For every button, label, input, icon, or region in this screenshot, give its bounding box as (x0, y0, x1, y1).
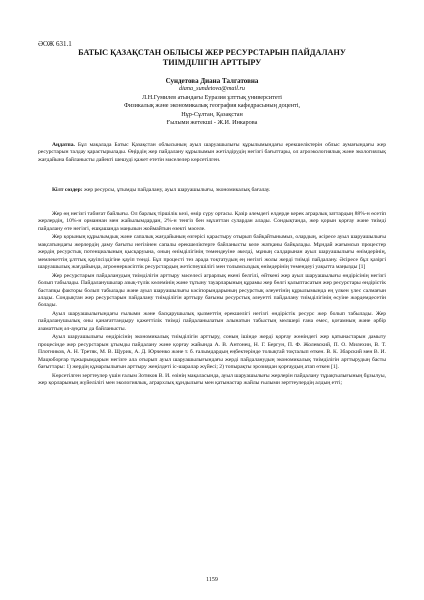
page-number: 1159 (206, 577, 218, 583)
abstract (38, 142, 386, 164)
affiliation-line: Л.Н.Гумилев атындағы Еуразия ұлттық университеті (141, 93, 283, 101)
udc-code: ӘОЖ 631.1 (38, 40, 72, 48)
paragraph: Жер ресурстарын пайдаланудың тиімділігін арттыру мәселесі аграрлық екені белгілі, өйткені жер ауыл шаруашылығы өндірісінің негізгі болып табылады. Пайдаланушылар азық-түлік көлемінің және тұтыну тауарларының құрамы жер бөлгі қалыптасатын жер ресурстары өндірістік бастапқы факторы болып табылады және ауыл шаруашылығы кәсіпорындарының ресурстық әлеуетінің құрылымында ең үлкен үлес салмағын алады. Сондықтан жер ресурстарын пайдалану тиімділігін арттыру бағыны ресурстық әлеуетті пайдалану тиімділігінің өсуіне жәрдемдесетін болады. (38, 272, 386, 309)
paragraph: Көрсетілген зерттеулер үшін ғалым Зотиков В. И. өзінің мақаласында, ауыл шаруашылығы жерлерін пайдалану тұрақтылығының бұзылуы, жер қорларының жүйелілігі мен экологиялық, агрархлық құндылығы мен қатынастар жайлы ғылыми зерттеулердің алдың етті; (38, 372, 386, 386)
paragraph: Жер қорының құрылымдық және сапалық жағдайының өзгерісі қарастыру отырып байқайтынымыз, олардың, әсіресе ауыл шаруашылығы мақсатындағы жерлердің даму бағыты негізінен сапалы ерекшеліктерге байланысты келе жатқаны байқалады. Мұндай жағымсыз процестер жердің ресурстық потенциалының қысқаруына, оның өнімділігінің төмендеуіне әкелді, мұның салдарынан ауыл шаруашылығы өнімдерінің, мемлекеттің ұлттық қауіпсіздігіне қауіп төнді. Бұл процесті тез арада тоқтатудың ең негізгі жолы жерді тиімді пайдалану. Әсіресе бұл қазіргі шаруашылық жағдайында, агроөнеркәсіптік ресурстардың жетіспеушілігі мен толымсыздық өнімдерінің төмендеуі уақытта маңызды [1] (38, 234, 386, 271)
affiliation-line: Физикалық және экономикалық география кафедрасының доценті, (123, 102, 301, 110)
keywords-text: жер ресурсы, ұтымды пайдалану, ауыл шаруашылығы, экономикалық бағалау. (84, 187, 271, 193)
abstract-label: Аңдатпа. (52, 142, 75, 148)
author-name: Сундетова Диана Талгатовна (165, 77, 259, 85)
affiliation-line: Нұр-Сұлтан, Қазақстан (181, 110, 243, 118)
author-block (0, 77, 424, 127)
paragraph: Жер өң негізгі табиғат байлығы. Ол барлық тіршілік кезі, өмір сүру ортасы. Қазір әлемдегі елдерде керек аграрлық заттардың 88%-н өсетіп жерлердің, 10%-н орманнан мен жайылымдардан, 2%-н тенгіз бен мұхиттан сулардан алады. Сондықтанда, жер қорын қорғау және тиімді пайдалану өте негізгі, ешқашанда маңызын жоймайтын өзекті мәселе. (38, 211, 386, 232)
abstract-text: Бұл мақалада Батыс Қазақстан облысының ауыл шаруашылығы құрылымындағы ерекшеліктерін облыс аумағындағы жер ресурстарын талдау қарастырылады. Өңірдің жер пайдалану құрылымын жетілдірудің негізгі бағыттары, ол агроэкологиялық және экологиялық жағдайына байланысты дайекті шешуді қажет ететін мәселелер көрсетілген. (38, 142, 386, 163)
paper-title: БАТЫС ҚАЗАҚСТАН ОБЛЫСЫ ЖЕР РЕСУРСТАРЫН ПАЙДАЛАНУ ТИІМДІЛІГІН АРТТЫРУ (78, 48, 346, 67)
affiliation-line: Ғылыми жетекші - Ж.И. Инкарова (166, 119, 258, 127)
keywords (38, 187, 386, 194)
body-text (38, 211, 386, 388)
paragraph: Ауыл шаруашылығындағы ғылыми және басқарушылық қызметтің ерекшелігі негізгі өндірістік ресурс жер болып табылады. Жер пайдаланушылық оны қанағаттандыру қажеттілік тиімді пайдаланылатын алынатын табыстың мөлшері ғана емес, қоғамның және әрбір азаматтың әл-ауқаты да байланысты. (38, 310, 386, 332)
author-email[interactable]: diana_sundetova@mail.ru (178, 85, 246, 93)
keywords-label: Кілт сөздер: (52, 187, 83, 193)
paragraph: Ауыл шаруашылығы өндірісінің экономикалық тиімділігін арттыру, соның ішінде жерді қорғау жөніндегі жер қатынастарын дамыту процесінде жер ресурстарын ұтымды пайдалану және қорғау жайында А. В. Антонец, Н. Г. Бергун, П. Ф. Жолевский, П. О. Милехин, В. Т. Плотников, А. Н. Третяк, М. В. Щурик, А. Д. Юрченко және т. б. ғалымдардың еңбектерінде толықтай тоқталып өткен. В. К. Збарский мен В. И. Мацюборғар тұжырымдарын негізге ала отырып ауыл шаруашылығындағы жерді пайдаланудың экономикалық тиімділігін арттырудың басты бағыттары: 1) жердің құнарлылығын арттыру жеңілдеті іс-шаралар жүйесі; 2) топырақты эрозиядан қорғаудың атап өткен [1]. (38, 334, 386, 371)
